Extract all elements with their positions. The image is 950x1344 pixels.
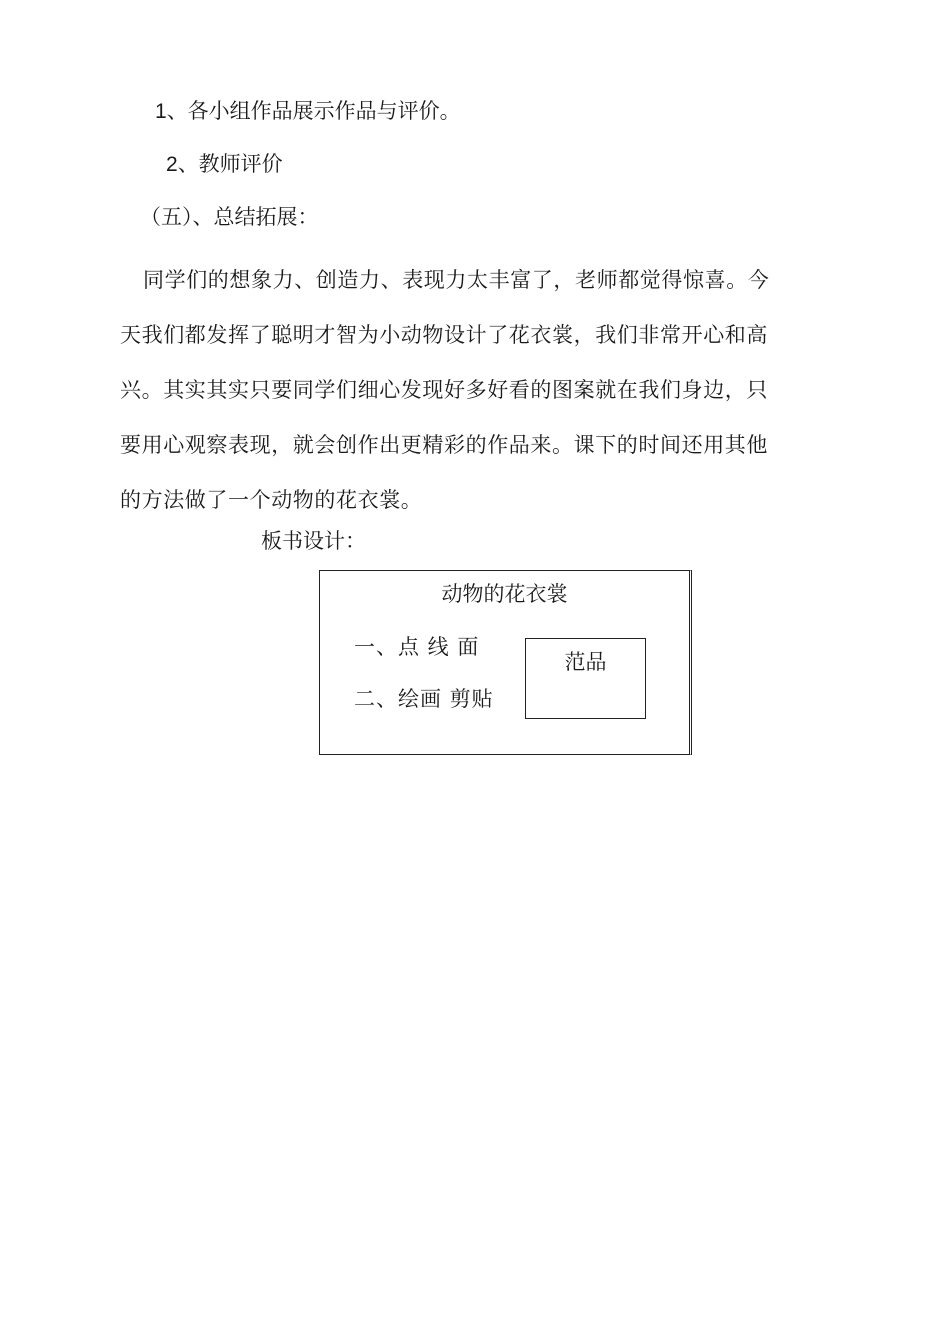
board-design-box bbox=[319, 570, 692, 755]
list-item-text: 、教师评价 bbox=[177, 152, 283, 176]
summary-paragraph bbox=[120, 253, 832, 528]
board-title: 动物的花衣裳 bbox=[441, 582, 568, 606]
paragraph-line: 的方法做了一个动物的花衣裳。 bbox=[120, 488, 423, 512]
list-item-number: 2 bbox=[166, 153, 178, 176]
paragraph-line: 要用心观察表现，就会创作出更精彩的作品来。课下的时间还用其他 bbox=[120, 433, 768, 457]
list-item-number: 1 bbox=[155, 100, 167, 123]
list-item-1 bbox=[155, 96, 461, 127]
paragraph-line: 天我们都发挥了聪明才智为小动物设计了花衣裳，我们非常开心和高 bbox=[120, 323, 768, 347]
sample-label: 范品 bbox=[564, 650, 607, 674]
paragraph-line: 兴。其实其实只要同学们细心发现好多好看的图案就在我们身边，只 bbox=[120, 378, 768, 402]
board-item-2: 二、绘画 剪贴 bbox=[354, 687, 494, 711]
paragraph-line: 同学们的想象力、创造力、表现力太丰富了，老师都觉得惊喜。今 bbox=[143, 268, 770, 292]
section-heading: （五）、总结拓展： bbox=[140, 205, 319, 229]
list-item-text: 、各小组作品展示作品与评价。 bbox=[166, 99, 461, 123]
board-design-label: 板书设计： bbox=[261, 529, 366, 553]
sample-box bbox=[525, 638, 646, 719]
list-item-2 bbox=[166, 149, 283, 180]
board-item-1: 一、点 线 面 bbox=[354, 635, 480, 659]
